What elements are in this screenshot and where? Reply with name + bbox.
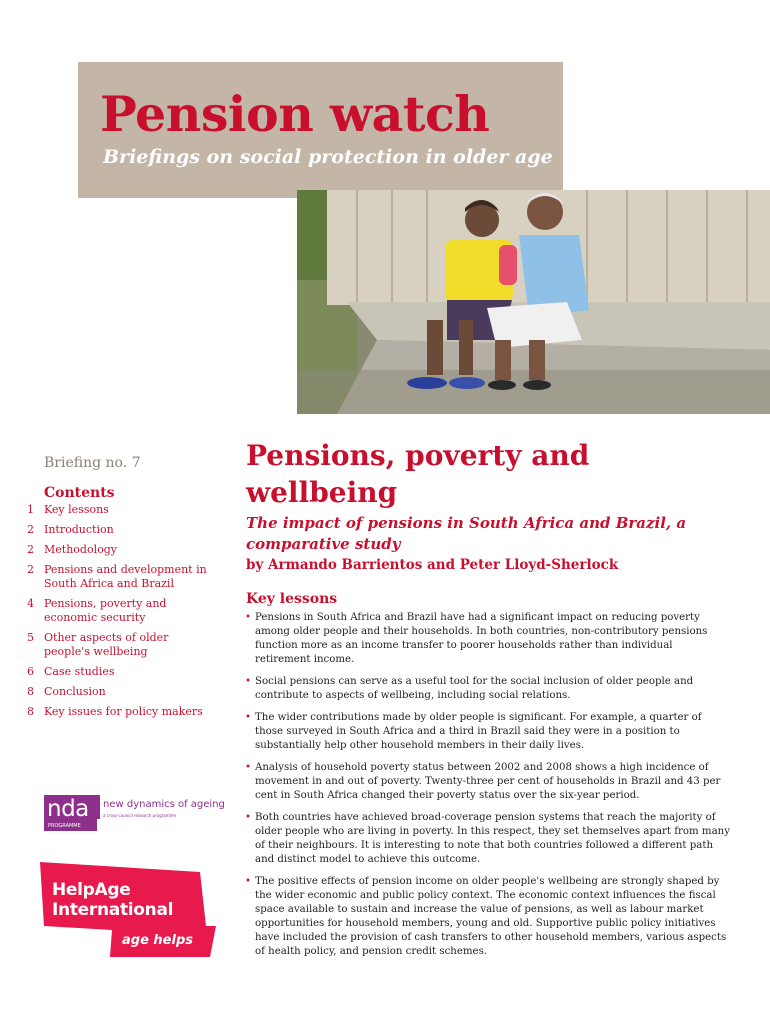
contents-item-label: Introduction bbox=[44, 523, 114, 536]
key-lesson-item bbox=[245, 875, 730, 959]
nda-logo-letters: nda bbox=[47, 796, 89, 822]
cover-photo-illustration bbox=[297, 190, 770, 414]
bullet-icon: • bbox=[245, 712, 252, 723]
key-lesson-item bbox=[245, 675, 730, 703]
briefing-number: Briefing no. 7 bbox=[44, 455, 141, 471]
bullet-icon: • bbox=[245, 612, 252, 623]
key-lessons-heading: Key lessons bbox=[246, 591, 338, 607]
contents-item-label: Pensions, poverty and economic security bbox=[44, 597, 167, 624]
contents-item[interactable] bbox=[27, 503, 217, 517]
contents-page-number: 8 bbox=[27, 705, 34, 718]
contents-page-number: 1 bbox=[27, 503, 34, 516]
nda-logo-programme: PROGRAMME bbox=[48, 823, 81, 829]
contents-page-number: 8 bbox=[27, 685, 34, 698]
key-lesson-text: Both countries have achieved broad-coverage pension systems that reach the majority of older people who are living in poverty. In this respect, they set themselves apart from many of their neighbours. It is interesting to note that both countries followed a different path and distinct model to achieve this outcome. bbox=[255, 812, 730, 865]
helpage-logo bbox=[40, 862, 216, 957]
key-lesson-item bbox=[245, 611, 730, 667]
helpage-logo-line2: International bbox=[52, 900, 174, 920]
contents-page-number: 5 bbox=[27, 631, 34, 644]
contents-item[interactable] bbox=[27, 543, 217, 557]
nda-logo-box bbox=[44, 795, 97, 831]
contents-page-number: 6 bbox=[27, 665, 34, 678]
contents-list bbox=[27, 503, 217, 725]
key-lesson-text: Analysis of household poverty status between 2002 and 2008 shows a high incidence of movement in and out of poverty. Twenty-three per cent of households in Brazil and 43 per cent in South Africa changed their poverty status over the six-year period. bbox=[255, 762, 721, 801]
contents-heading: Contents bbox=[44, 485, 115, 501]
key-lesson-item bbox=[245, 761, 730, 803]
nda-logo bbox=[44, 795, 224, 835]
contents-item-label: Pensions and development in South Africa and Brazil bbox=[44, 563, 207, 590]
contents-item[interactable] bbox=[27, 705, 217, 719]
contents-page-number: 2 bbox=[27, 523, 34, 536]
contents-item[interactable] bbox=[27, 665, 217, 679]
contents-item[interactable] bbox=[27, 563, 217, 591]
contents-page-number: 4 bbox=[27, 597, 34, 610]
helpage-logo-tagline: age helps bbox=[122, 933, 193, 948]
publication-subtitle: Briefings on social protection in older age bbox=[103, 146, 553, 168]
key-lesson-text: The positive effects of pension income on older people's wellbeing are strongly shaped by the wider economic and public policy context. The economic context influences the fiscal space available to sustain and increase the value of pensions, as well as labour market opportunities for household members, young and old. Supportive public policy initiatives have included the provision of cash transfers to other household members, various aspects of health policy, and pension credit schemes. bbox=[255, 876, 727, 957]
article-authors: by Armando Barrientos and Peter Lloyd-Sherlock bbox=[246, 557, 619, 573]
contents-page-number: 2 bbox=[27, 563, 34, 576]
contents-item-label: Conclusion bbox=[44, 685, 106, 698]
nda-logo-bar bbox=[97, 795, 100, 819]
key-lesson-item bbox=[245, 811, 730, 867]
nda-logo-name: new dynamics of ageing bbox=[103, 799, 225, 810]
contents-item-label: Case studies bbox=[44, 665, 115, 678]
contents-item-label: Key issues for policy makers bbox=[44, 705, 203, 718]
bullet-icon: • bbox=[245, 812, 252, 823]
bullet-icon: • bbox=[245, 762, 252, 773]
contents-item[interactable] bbox=[27, 685, 217, 699]
bullet-icon: • bbox=[245, 676, 252, 687]
contents-item[interactable] bbox=[27, 631, 217, 659]
key-lessons-list bbox=[245, 611, 730, 967]
publication-title: Pension watch bbox=[100, 85, 490, 143]
masthead bbox=[78, 62, 563, 198]
key-lesson-text: The wider contributions made by older people is significant. For example, a quarter of those surveyed in South Africa and a third in Brazil said they were in a position to substantially help other household members in their daily lives. bbox=[255, 712, 702, 751]
nda-logo-tagline: a cross-council research programme bbox=[103, 813, 176, 818]
key-lesson-text: Pensions in South Africa and Brazil have had a significant impact on reducing poverty among older people and their households. In both countries, non-contributory pensions function more as an income transfer to poorer households rather than individual retirement income. bbox=[255, 612, 708, 665]
contents-item-label: Methodology bbox=[44, 543, 117, 556]
helpage-logo-line1: HelpAge bbox=[52, 880, 131, 900]
contents-page-number: 2 bbox=[27, 543, 34, 556]
contents-item[interactable] bbox=[27, 597, 217, 625]
key-lesson-item bbox=[245, 711, 730, 753]
cover-photo bbox=[297, 190, 770, 414]
bullet-icon: • bbox=[245, 876, 252, 887]
article-title: Pensions, poverty and wellbeing bbox=[246, 439, 590, 509]
contents-item[interactable] bbox=[27, 523, 217, 537]
article-subtitle: The impact of pensions in South Africa and Brazil, a comparative study bbox=[246, 514, 687, 553]
contents-item-label: Other aspects of older people's wellbeing bbox=[44, 631, 169, 658]
contents-item-label: Key lessons bbox=[44, 503, 109, 516]
key-lesson-text: Social pensions can serve as a useful tool for the social inclusion of older people and contribute to aspects of wellbeing, including social relations. bbox=[255, 676, 694, 701]
